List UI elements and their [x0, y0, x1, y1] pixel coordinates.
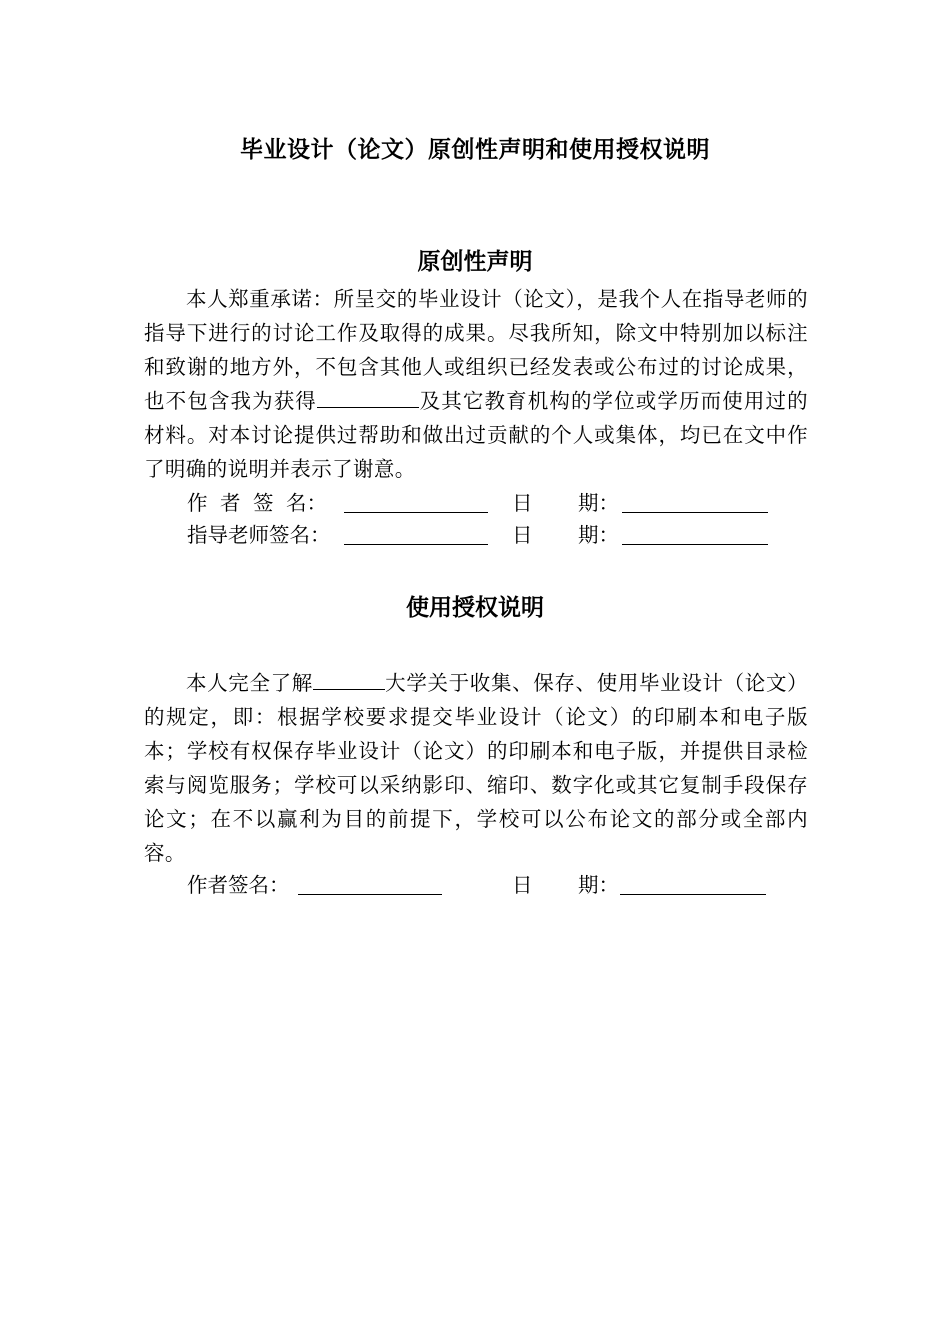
originality-paragraph — [144, 282, 808, 486]
document-title: 毕业设计（论文）原创性声明和使用授权说明 — [240, 137, 710, 163]
auth-date-label-day: 日 — [512, 873, 533, 897]
university-blank-line[interactable] — [313, 669, 385, 690]
auth-date-label-period: 期： — [578, 873, 619, 897]
originality-text-part2: 及其它教育机构的学位或学历而使用过的材料。对本讨论提供过帮助和做出过贡献的个人或集体，均已在文中作了明确的说明并表示了谢意。 — [144, 389, 808, 481]
authorization-signature-row — [0, 868, 950, 902]
author-signature-label: 作 者 签 名： — [187, 491, 328, 515]
auth-author-signature-label: 作者签名： — [187, 873, 290, 897]
originality-text-part1: 本人郑重承诺：所呈交的毕业设计（论文），是我个人在指导老师的指导下进行的讨论工作及取得的成果。尽我所知，除文中特别加以标注和致谢的地方外，不包含其他人或组织已经发表或公布过的讨论成果，也不包含我为获得 — [144, 287, 808, 413]
auth-author-signature-line[interactable] — [298, 872, 442, 895]
authorization-text-part1: 本人完全了解 — [186, 671, 313, 695]
advisor-date-line[interactable] — [622, 522, 768, 545]
advisor-signature-label: 指导老师签名： — [187, 523, 331, 547]
authorization-heading: 使用授权说明 — [406, 595, 544, 621]
authorization-text-part2: 大学关于收集、保存、使用毕业设计（论文）的规定，即：根据学校要求提交毕业设计（论文）的印刷本和电子版本；学校有权保存毕业设计（论文）的印刷本和电子版，并提供目录检索与阅览服务；学校可以采纳影印、缩印、数字化或其它复制手段保存论文；在不以赢利为目的前提下，学校可以公布论文的部分或全部内容。 — [144, 671, 808, 865]
author-date-line[interactable] — [622, 490, 768, 513]
date-label-period: 期： — [578, 523, 619, 547]
date-label-day: 日 — [512, 523, 533, 547]
author-signature-row — [0, 486, 950, 520]
author-signature-line[interactable] — [344, 490, 488, 513]
originality-heading: 原创性声明 — [417, 249, 533, 275]
advisor-signature-line[interactable] — [344, 522, 488, 545]
auth-date-line[interactable] — [620, 872, 766, 895]
advisor-signature-row — [0, 518, 950, 552]
date-label-period: 期： — [578, 491, 619, 515]
date-label-day: 日 — [512, 491, 533, 515]
degree-blank-line[interactable] — [317, 387, 419, 408]
authorization-paragraph — [144, 666, 808, 870]
